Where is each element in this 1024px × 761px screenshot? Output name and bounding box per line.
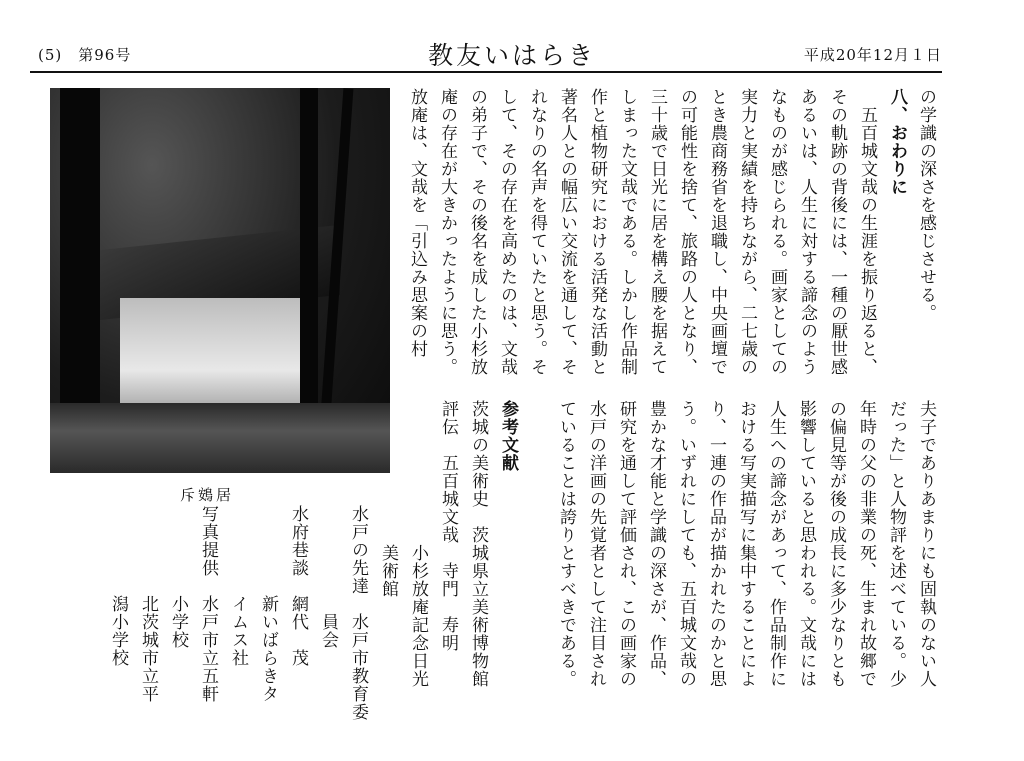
reference-item: 員会 bbox=[318, 505, 338, 649]
text-column: 年時の父の非業の死、生まれ故郷で bbox=[856, 400, 876, 688]
text-column: 作と植物研究における活発な活動と bbox=[587, 88, 607, 376]
reference-item: 水府巷談 網代 茂 bbox=[288, 505, 308, 667]
text-column: あるいは、人生に対する諦念のよう bbox=[797, 88, 817, 376]
text-column: 放庵は、文哉を「引込み思案の村 bbox=[407, 88, 427, 358]
reference-item: 水戸の先達 水戸市教育委 bbox=[348, 505, 368, 721]
reference-item: 美術館 bbox=[378, 400, 398, 598]
text-column: 庵の存在が大きかったように思う。 bbox=[437, 88, 457, 376]
text-column: 著名人との幅広い交流を通して、そ bbox=[557, 88, 577, 376]
section-heading: 八、おわりに bbox=[887, 88, 907, 196]
text-column: 実力と実績を持ちながら、二七歳の bbox=[737, 88, 757, 376]
text-column: り、一連の作品が描かれたのかと思 bbox=[706, 400, 726, 688]
text-column: だった」と人物評を述べている。少 bbox=[886, 400, 906, 688]
reference-item: 写真提供 水戸市立五軒 bbox=[198, 505, 218, 703]
reference-item: 小学校 bbox=[168, 505, 188, 649]
text-column: の弟子で、その後名を成した小杉放 bbox=[467, 88, 487, 376]
text-column: ていることは誇りとすべきである。 bbox=[556, 400, 576, 688]
reference-item: 北茨城市立平 bbox=[138, 505, 158, 703]
text-column: の可能性を捨て、旅路の人となり、 bbox=[677, 88, 697, 376]
reference-item: 小杉放庵記念日光 bbox=[408, 400, 428, 688]
page-header bbox=[0, 0, 1024, 75]
issue-number: (5) 第96号 bbox=[38, 46, 132, 64]
text-column: の偏見等が後の成長に多少なりとも bbox=[826, 400, 846, 688]
text-column: その軌跡の背後には、一種の厭世感 bbox=[827, 88, 847, 376]
text-column: 影響していると思われる。文哉には bbox=[796, 400, 816, 688]
reference-item: 評伝 五百城文哉 寺門 寿明 bbox=[438, 400, 458, 652]
photo-caption: 斥鴳居 bbox=[180, 486, 235, 504]
text-column: とき農商務省を退職し、中央画壇で bbox=[707, 88, 727, 376]
issue-date: 平成20年12月１日 bbox=[803, 46, 942, 64]
text-column: 三十歳で日光に居を構え腰を据えて bbox=[647, 88, 667, 376]
reference-item: 茨城の美術史 茨城県立美術博物館 bbox=[468, 400, 488, 688]
text-column: しまった文哉である。しかし作品制 bbox=[617, 88, 637, 376]
text-column: 夫子でありあまりにも固執のない人 bbox=[916, 400, 936, 688]
text-column: 豊かな才能と学識の深さが、作品、 bbox=[646, 400, 666, 688]
text-column: う。いずれにしても、五百城文哉の bbox=[676, 400, 696, 688]
text-column: 人生への諦念があって、作品制作に bbox=[766, 400, 786, 688]
header-rule bbox=[30, 71, 942, 73]
text-column: なものが感じられる。画家としての bbox=[767, 88, 787, 376]
photo-wall bbox=[120, 298, 310, 418]
text-column: 研究を通して評価され、この画家の bbox=[616, 400, 636, 688]
newsletter-title: 教友いはらき bbox=[427, 41, 596, 70]
references-heading: 参考文献 bbox=[498, 400, 518, 472]
photo-ground bbox=[50, 403, 390, 473]
text-column: 五百城文哉の生涯を振り返ると、 bbox=[857, 88, 877, 376]
text-column: おける写実描写に集中することによ bbox=[736, 400, 756, 688]
text-column: の学識の深さを感じさせる。 bbox=[916, 88, 936, 322]
text-column: 水戸の洋画の先覚者として注目され bbox=[586, 400, 606, 688]
reference-item: イムス社 bbox=[228, 505, 248, 667]
text-column: れなりの名声を得ていたと思う。そ bbox=[527, 88, 547, 376]
house-photo bbox=[50, 88, 390, 473]
reference-item: 新いばらきタ bbox=[258, 505, 278, 703]
reference-item: 潟小学校 bbox=[108, 505, 128, 667]
text-column: して、その存在を高めたのは、文哉 bbox=[497, 88, 517, 376]
